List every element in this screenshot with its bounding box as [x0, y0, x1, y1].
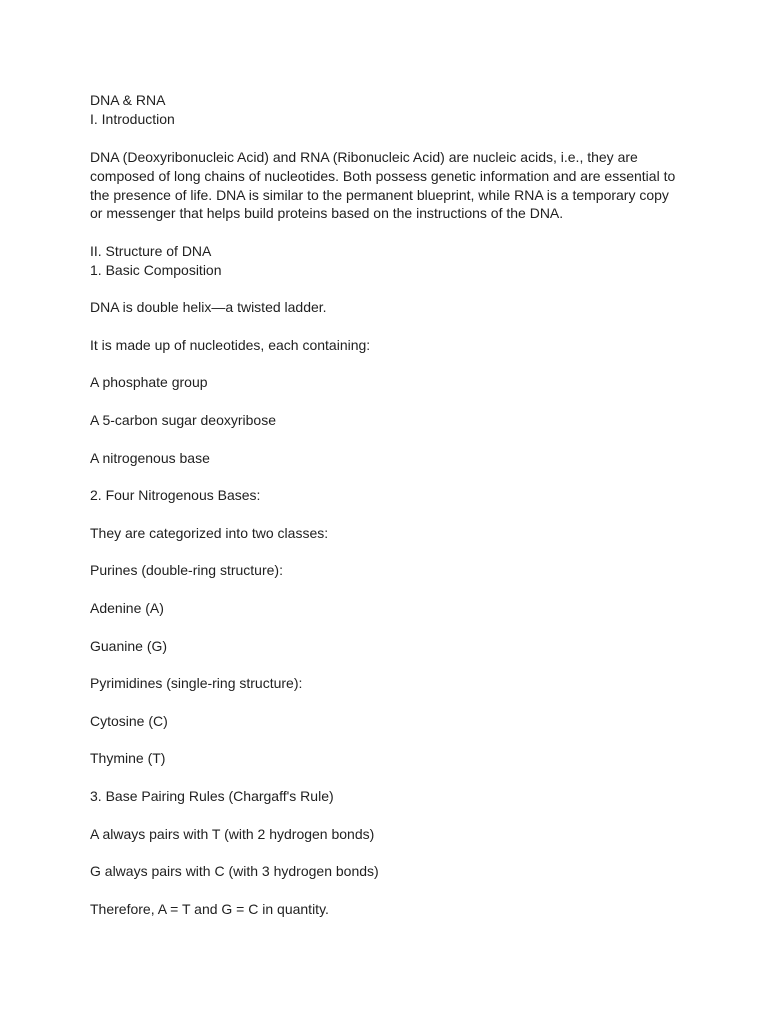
document-title: DNA & RNA [90, 92, 166, 108]
intro-line: or messenger that helps build proteins based on the instructions of the DNA. [90, 205, 564, 222]
subheading-basic-composition: 1. Basic Composition [90, 262, 222, 278]
subheading-base-pairing: 3. Base Pairing Rules (Chargaff's Rule) [90, 788, 334, 804]
base-adenine: Adenine (A) [90, 600, 164, 616]
base-guanine: Guanine (G) [90, 638, 168, 654]
component-sugar: A 5-carbon sugar deoxyribose [90, 412, 276, 428]
document-page [90, 0, 680, 1024]
subheading-nitrogenous-bases: 2. Four Nitrogenous Bases: [90, 487, 261, 503]
intro-paragraph [90, 148, 680, 223]
pyrimidines-heading: Pyrimidines (single-ring structure): [90, 675, 303, 691]
classes-intro: They are categorized into two classes: [90, 525, 329, 541]
pairing-rule-at: A always pairs with T (with 2 hydrogen bonds) [90, 826, 375, 842]
intro-line: composed of long chains of nucleotides. Both possess genetic information and are essential to [90, 167, 676, 184]
purines-heading: Purines (double-ring structure): [90, 562, 283, 578]
nucleotides-intro: It is made up of nucleotides, each containing: [90, 337, 371, 353]
section-heading-structure: II. Structure of DNA [90, 243, 212, 259]
component-base: A nitrogenous base [90, 450, 210, 466]
pairing-rule-gc: G always pairs with C (with 3 hydrogen bonds) [90, 863, 379, 879]
quantity-rule: Therefore, A = T and G = C in quantity. [90, 901, 329, 917]
base-thymine: Thymine (T) [90, 750, 166, 766]
intro-line: DNA (Deoxyribonucleic Acid) and RNA (Ribonucleic Acid) are nucleic acids, i.e., they are [90, 149, 638, 165]
helix-text: DNA is double helix—a twisted ladder. [90, 299, 327, 315]
component-phosphate: A phosphate group [90, 374, 208, 390]
section-heading-introduction: I. Introduction [90, 111, 175, 127]
base-cytosine: Cytosine (C) [90, 713, 168, 729]
intro-line: the presence of life. DNA is similar to the permanent blueprint, while RNA is a temporary copy [90, 186, 669, 203]
